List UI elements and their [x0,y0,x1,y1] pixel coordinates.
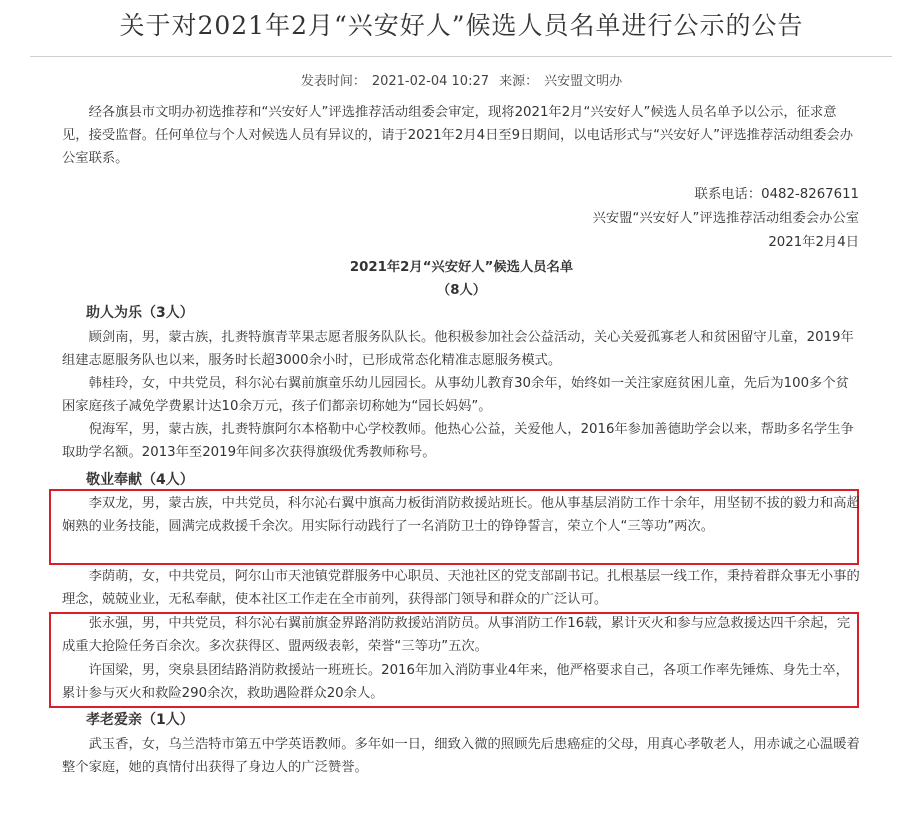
intro-paragraph: 经各旗县市文明办初选推荐和“兴安好人”评选推荐活动组委会审定，现将2021年2月“兴安好人”候选人员名单予以公示，征求意见，接受监督。任何单位与个人对候选人员有异议的，请于2021年2月4日至9日期间，以电话形式与“兴安好人”评选推荐活动组委会办公室联系。 [62,105,854,167]
title-divider [30,56,892,57]
list-count: （8人） [436,283,487,298]
publish-date: 2021-02-04 10:27 [371,74,489,89]
person-entry: 倪海军，男，蒙古族，扎赉特旗阿尔本格勒中心学校教师。他热心公益，关爱他人，2016年参加善德助学会以来，帮助多名学生争取助学名额。2013年至2019年间多次获得旗级优秀教师称号。 [62,422,854,461]
person-entry: 武玉香，女，乌兰浩特市第五中学英语教师。多年如一日，细致入微的照顾先后患癌症的父母，用真心孝敬老人，用赤诚之心温暖着整个家庭，她的真情付出获得了身边人的广泛赞誉。 [62,737,860,776]
person-entry: 韩桂玲，女，中共党员，科尔沁右翼前旗童乐幼儿园园长。从事幼儿教育30余年，始终如一关注家庭贫困儿童，先后为100多个贫困家庭孩子减免学费累计达10余万元，孩子们都亲切称她为“园长妈妈”。 [62,376,849,415]
page-title: 关于对2021年2月“兴安好人”候选人员名单进行公示的公告 [119,11,804,40]
person-entry: 许国梁，男，突泉县团结路消防救援站一班班长。2016年加入消防事业4年来，他严格要求自己，各项工作率先锤炼、身先士卒，累计参与灭火和救险290余次，救助遇险群众20余人。 [62,663,849,702]
sign-date: 2021年2月4日 [768,235,859,250]
section-heading: 助人为乐（3人） [86,305,194,321]
list-title: 2021年2月“兴安好人”候选人员名单 [349,260,574,275]
article-meta [0,70,923,89]
source-label: 来源： [499,74,539,89]
contact-phone: 联系电话：0482-8267611 [694,187,859,202]
person-entry: 李荫萌，女，中共党员，阿尔山市天池镇党群服务中心职员、天池社区的党支部副书记。扎根基层一线工作，秉持着群众事无小事的理念，兢兢业业，无私奉献，使本社区工作走在全市前列，获得部门领导和群众的广泛认可。 [62,569,860,608]
source-name: 兴安盟文明办 [544,74,623,89]
person-entry: 张永强，男，中共党员，科尔沁右翼前旗金界路消防救援站消防员。从事消防工作16载，累计灭火和参与应急救援达四千余起，完成重大抢险任务百余次。多次获得区、盟两级表彰，荣誉“三等功”五次。 [62,616,851,655]
section-heading: 敬业奉献（4人） [86,472,194,488]
person-entry: 顾剑南，男，蒙古族，扎赉特旗青苹果志愿者服务队队长。他积极参加社会公益活动，关心关爱孤寡老人和贫困留守儿童，2019年组建志愿服务队也以来，服务时长超3000余小时，已形成常态化精准志愿服务模式。 [62,330,854,369]
section-heading: 孝老爱亲（1人） [86,712,194,728]
publish-date-label: 发表时间： [300,74,366,89]
person-entry: 李双龙，男，蒙古族，中共党员，科尔沁右翼中旗高力板街消防救援站班长。他从事基层消防工作十余年，用坚韧不拔的毅力和高超娴熟的业务技能，圆满完成救援千余次。用实际行动践行了一名消防卫士的铮铮誓言，荣立个人“三等功”两次。 [62,496,860,535]
office-name: 兴安盟“兴安好人”评选推荐活动组委会办公室 [592,211,859,226]
